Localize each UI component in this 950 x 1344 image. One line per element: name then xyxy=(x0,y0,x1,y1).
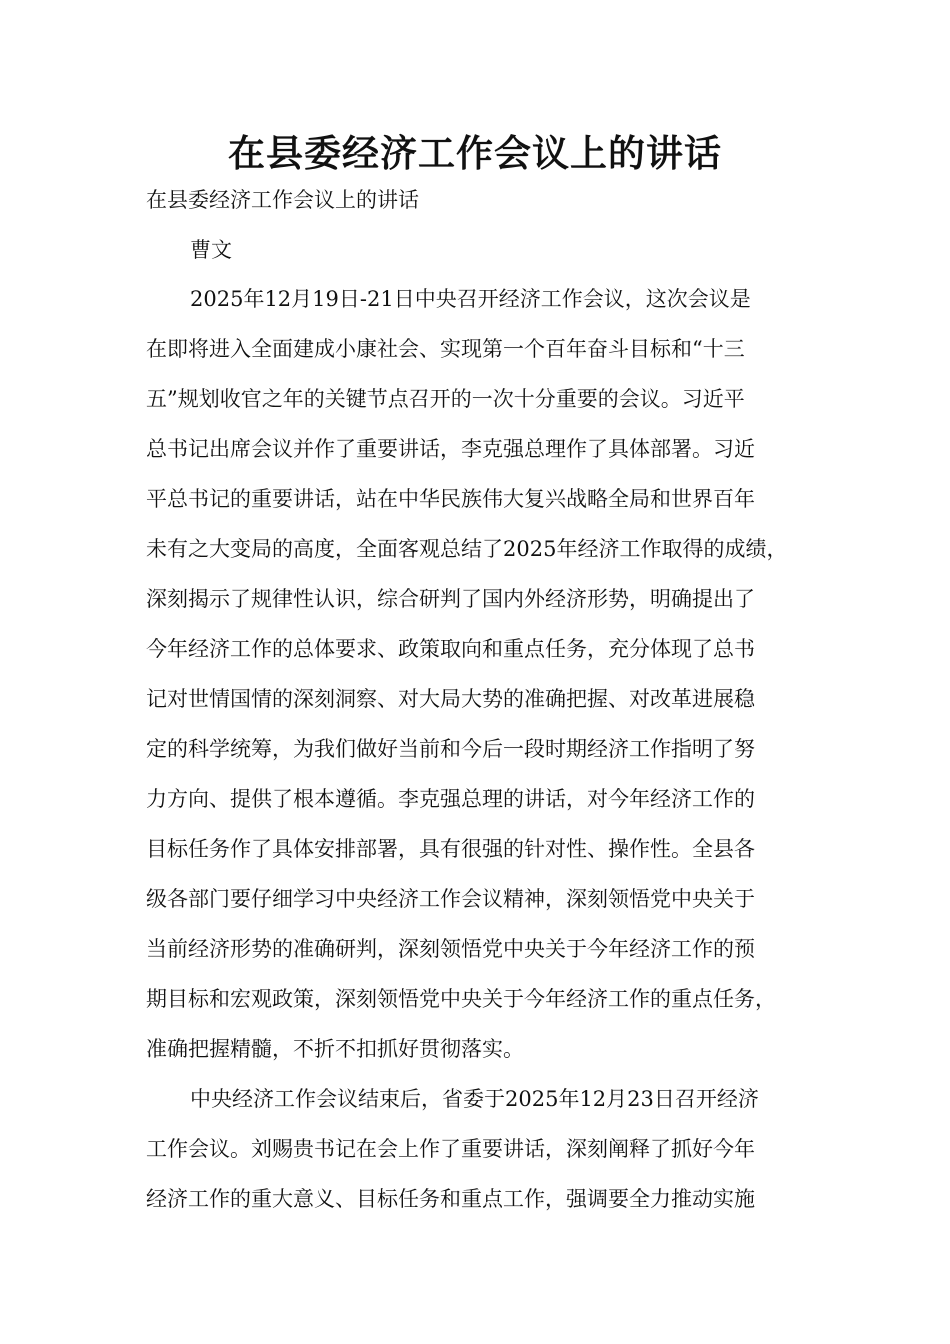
text-line: 今年经济工作的总体要求、政策取向和重点任务，充分体现了总书 xyxy=(146,637,755,661)
text-line: 深刻揭示了规律性认识，综合研判了国内外经济形势，明确提出了 xyxy=(146,587,755,611)
text-line: 中央经济工作会议结束后，省委于2025年12月23日召开经济 xyxy=(190,1087,759,1111)
text-line: 总书记出席会议并作了重要讲话，李克强总理作了具体部署。习近 xyxy=(146,437,755,461)
text-line: 准确把握精髓，不折不扣抓好贯彻落实。 xyxy=(146,1037,524,1061)
text-line: 期目标和宏观政策，深刻领悟党中央关于今年经济工作的重点任务， xyxy=(146,987,776,1011)
text-line: 在即将进入全面建成小康社会、实现第一个百年奋斗目标和“十三 xyxy=(146,337,745,361)
paragraph-2 xyxy=(146,1082,826,1232)
text-line: 经济工作的重大意义、目标任务和重点工作，强调要全力推动实施 xyxy=(146,1187,755,1211)
author-name: 曹文 xyxy=(190,238,232,262)
text-line: 记对世情国情的深刻洞察、对大局大势的准确把握、对改革进展稳 xyxy=(146,687,755,711)
text-line: 目标任务作了具体安排部署，具有很强的针对性、操作性。全县各 xyxy=(146,837,755,861)
text-line: 工作会议。刘赐贵书记在会上作了重要讲话，深刻阐释了抓好今年 xyxy=(146,1137,755,1161)
text-line: 定的科学统筹，为我们做好当前和今后一段时期经济工作指明了努 xyxy=(146,737,755,761)
text-line: 当前经济形势的准确研判，深刻领悟党中央关于今年经济工作的预 xyxy=(146,937,755,961)
document-subtitle: 在县委经济工作会议上的讲话 xyxy=(146,188,419,212)
text-line: 级各部门要仔细学习中央经济工作会议精神，深刻领悟党中央关于 xyxy=(146,887,755,911)
text-line: 平总书记的重要讲话，站在中华民族伟大复兴战略全局和世界百年 xyxy=(146,487,755,511)
text-line: 2025年12月19日-21日中央召开经济工作会议，这次会议是 xyxy=(190,287,751,311)
paragraph-1 xyxy=(146,282,826,1082)
document-title: 在县委经济工作会议上的讲话 xyxy=(228,131,722,175)
text-line: 五”规划收官之年的关键节点召开的一次十分重要的会议。习近平 xyxy=(146,387,745,411)
text-line: 未有之大变局的高度，全面客观总结了2025年经济工作取得的成绩， xyxy=(146,537,788,561)
text-line: 力方向、提供了根本遵循。李克强总理的讲话，对今年经济工作的 xyxy=(146,787,755,811)
